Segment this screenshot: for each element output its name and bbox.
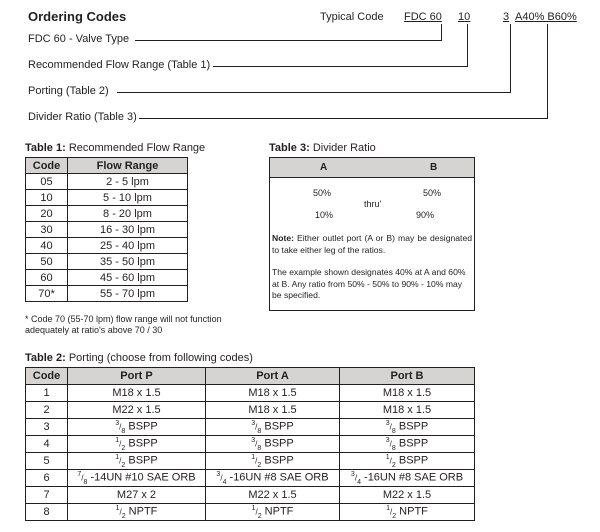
cell-text: 5: [43, 455, 50, 467]
table1-header-code: Code: [26, 158, 68, 174]
fraction-denominator: 2: [257, 461, 262, 469]
port-a-cell: [206, 453, 340, 470]
port-a-cell: [206, 470, 340, 487]
fraction-numerator: 1: [115, 504, 120, 512]
fraction-numerator: 3: [385, 419, 390, 427]
fraction-numerator: 3: [350, 470, 355, 478]
ratio-thru: thru': [364, 199, 382, 209]
table2-caption: Table 2: Porting (choose from following codes): [25, 352, 253, 364]
fraction-denominator: 4: [222, 478, 227, 486]
fraction-slash: /: [389, 507, 393, 517]
cell-text: BSPP: [395, 454, 429, 467]
fraction-slash: /: [119, 439, 122, 449]
table-row: [26, 402, 475, 419]
flow-range-cell: 2 - 5 lpm: [68, 174, 188, 190]
port-p-cell: [68, 470, 206, 487]
fraction-denominator: 8: [257, 444, 262, 452]
port-p-cell: [68, 436, 206, 453]
table-row: [26, 222, 188, 238]
fraction-numerator: 3: [115, 419, 120, 427]
table3-caption: Table 3: Divider Ratio: [269, 142, 376, 154]
port-p-cell: [68, 487, 206, 504]
table-row: [26, 504, 475, 521]
porting-code-cell: [26, 470, 68, 487]
cell-text: M27 x 2: [116, 489, 157, 501]
table-row: [26, 487, 475, 504]
flow-code-cell: 60: [26, 270, 68, 286]
flow-code-cell: 10: [26, 190, 68, 206]
fraction-denominator: 2: [121, 512, 126, 520]
flow-range-cell: 25 - 40 lpm: [68, 238, 188, 254]
cell-text: BSPP: [125, 420, 158, 433]
flow-range-table: [25, 157, 188, 302]
flow-range-cell: 16 - 30 lpm: [68, 222, 188, 238]
fraction-slash: /: [255, 422, 258, 432]
table2-header-port-a: Port A: [206, 368, 340, 385]
port-p-cell: [68, 453, 206, 470]
table-row: [26, 453, 475, 470]
fraction-numerator: 1: [385, 453, 390, 461]
cell-text: BSPP: [261, 437, 294, 450]
fraction-denominator: 2: [121, 444, 126, 452]
fraction-denominator: 8: [391, 427, 396, 435]
cell-text: -14UN #10 SAE ORB: [87, 471, 196, 484]
fraction-denominator: 2: [392, 512, 397, 520]
flow-code-cell: 30: [26, 222, 68, 238]
porting-code-cell: [26, 402, 68, 419]
cell-text: 4: [43, 438, 50, 450]
table-row: [26, 385, 475, 402]
flow-code-cell: 20: [26, 206, 68, 222]
code-line-divider-ratio: Divider Ratio (Table 3): [28, 111, 137, 123]
port-a-cell: [206, 504, 340, 521]
connector-porting-v: [510, 24, 511, 93]
porting-table: [25, 367, 475, 521]
fraction-slash: /: [389, 439, 392, 449]
table-row: [26, 190, 188, 206]
fraction-numerator: 3: [385, 436, 390, 444]
port-a-cell: [206, 402, 340, 419]
table-row: [26, 286, 188, 302]
cell-text: 6: [43, 472, 50, 484]
flow-range-cell: 5 - 10 lpm: [68, 190, 188, 206]
table3-header-row: [270, 158, 474, 178]
port-b-cell: [340, 470, 475, 487]
fraction-denominator: 8: [121, 427, 126, 435]
cell-text: NPTF: [396, 505, 428, 518]
porting-code-cell: [26, 436, 68, 453]
port-a-cell: [206, 385, 340, 402]
fraction-slash: /: [389, 422, 392, 432]
fraction-denominator: 8: [83, 478, 88, 486]
table-row: [26, 419, 475, 436]
cell-text: BSPP: [261, 454, 294, 467]
port-a-cell: [206, 419, 340, 436]
port-b-cell: [340, 436, 475, 453]
table2-header-code: Code: [26, 368, 68, 385]
cell-text: M22 x 1.5: [248, 489, 297, 501]
table2-header-port-p: Port P: [68, 368, 206, 385]
table3-header-b: B: [430, 162, 438, 173]
table-row: [26, 470, 475, 487]
code-part-valve-type: FDC 60: [404, 11, 442, 23]
port-p-cell: [68, 419, 206, 436]
code-part-flow-range: 10: [458, 11, 471, 23]
cell-text: M22 x 1.5: [112, 404, 161, 416]
port-b-cell: [340, 504, 475, 521]
flow-range-cell: 8 - 20 lpm: [68, 206, 188, 222]
code-line-flow-range: Recommended Flow Range (Table 1): [28, 59, 211, 71]
table1-footnote: * Code 70 (55-70 lpm) flow range will not function adequately at ratio's above 70 / 30: [25, 314, 222, 335]
porting-code-cell: [26, 385, 68, 402]
flow-code-cell: 40: [26, 238, 68, 254]
fraction-denominator: 2: [391, 461, 396, 469]
typical-code-label: Typical Code: [320, 11, 384, 23]
port-b-cell: [340, 385, 475, 402]
port-a-cell: [206, 487, 340, 504]
fraction-slash: /: [220, 473, 223, 483]
fraction-numerator: 3: [251, 419, 256, 427]
fraction-slash: /: [119, 507, 122, 517]
table3-note: Note: Either outlet port (A or B) may be designated to take either leg of the ratios.: [272, 233, 472, 255]
fraction-numerator: 3: [251, 436, 256, 444]
flow-range-cell: 35 - 50 lpm: [68, 254, 188, 270]
cell-text: -16UN #8 SAE ORB: [226, 471, 329, 484]
porting-code-cell: [26, 419, 68, 436]
flow-code-cell: 70*: [26, 286, 68, 302]
fraction-denominator: 8: [257, 427, 262, 435]
cell-text: -16UN #8 SAE ORB: [360, 471, 464, 484]
cell-text: 2: [43, 404, 50, 416]
port-b-cell: [340, 402, 475, 419]
code-line-valve-type: FDC 60 - Valve Type: [28, 33, 130, 45]
port-b-cell: [340, 453, 475, 470]
connector-porting-h: [117, 92, 510, 93]
fraction-numerator: 1: [251, 504, 256, 512]
port-p-cell: [68, 385, 206, 402]
cell-text: M18 x 1.5: [112, 387, 161, 399]
connector-valve-type-v: [441, 24, 442, 41]
table1-caption: Table 1: Recommended Flow Range: [25, 142, 206, 154]
fraction-numerator: 3: [216, 470, 221, 478]
fraction-slash: /: [119, 456, 122, 466]
divider-ratio-table: [269, 157, 475, 311]
table-row: [26, 436, 475, 453]
table3-example: The example shown designates 40% at A and 60% at B. Any ratio from 50% - 50% to 90% - 10% may be specified.: [272, 267, 466, 300]
table2-header-port-b: Port B: [340, 368, 475, 385]
cell-text: M22 x 1.5: [382, 489, 432, 501]
connector-flow-range-h: [213, 66, 467, 67]
flow-code-cell: 50: [26, 254, 68, 270]
cell-text: M18 x 1.5: [248, 404, 297, 416]
porting-code-cell: [26, 453, 68, 470]
fraction-slash: /: [119, 422, 122, 432]
cell-text: M18 x 1.5: [382, 404, 432, 416]
port-b-cell: [340, 419, 475, 436]
cell-text: BSPP: [261, 420, 294, 433]
flow-range-cell: 55 - 70 lpm: [68, 286, 188, 302]
table-row: [26, 238, 188, 254]
table-row: [26, 270, 188, 286]
cell-text: 8: [43, 506, 50, 518]
connector-divider-ratio-h: [139, 118, 547, 119]
connector-valve-type-h: [135, 40, 441, 41]
flow-code-cell: 05: [26, 174, 68, 190]
code-part-divider-ratio: A40% B60%: [515, 11, 577, 23]
fraction-slash: /: [255, 456, 258, 466]
cell-text: BSPP: [125, 454, 158, 467]
porting-code-cell: [26, 487, 68, 504]
fraction-numerator: 1: [115, 453, 120, 461]
fraction-numerator: 1: [115, 436, 120, 444]
cell-text: NPTF: [125, 505, 158, 518]
fraction-slash: /: [81, 473, 84, 483]
connector-divider-ratio-v: [547, 24, 548, 119]
port-p-cell: [68, 402, 206, 419]
code-line-porting: Porting (Table 2): [28, 85, 109, 97]
table1-header-flow-range: Flow Range: [68, 158, 188, 174]
table-row: [26, 174, 188, 190]
port-a-cell: [206, 436, 340, 453]
ratio-a-top: 50%: [313, 188, 332, 198]
fraction-denominator: 4: [357, 478, 361, 486]
fraction-slash: /: [255, 439, 258, 449]
cell-text: 3: [43, 421, 50, 433]
fraction-numerator: 7: [77, 470, 82, 478]
ratio-b-top: 50%: [423, 188, 442, 198]
page-title: Ordering Codes: [28, 9, 127, 24]
cell-text: 1: [43, 387, 50, 399]
fraction-numerator: 1: [251, 453, 256, 461]
fraction-denominator: 8: [391, 444, 396, 452]
fraction-denominator: 2: [121, 461, 126, 469]
fraction-numerator: 1: [386, 504, 390, 512]
fraction-slash: /: [389, 456, 392, 466]
fraction-slash: /: [354, 473, 358, 483]
cell-text: NPTF: [261, 505, 294, 518]
ratio-a-bottom: 10%: [315, 210, 334, 220]
ratio-b-bottom: 90%: [416, 210, 435, 220]
fraction-slash: /: [255, 507, 258, 517]
cell-text: BSPP: [125, 437, 158, 450]
connector-flow-range-v: [467, 24, 468, 67]
cell-text: 7: [43, 489, 50, 501]
flow-range-cell: 45 - 60 lpm: [68, 270, 188, 286]
table-row: [26, 254, 188, 270]
table3-header-a: A: [320, 162, 328, 173]
cell-text: M18 x 1.5: [248, 387, 297, 399]
port-b-cell: [340, 487, 475, 504]
table-row: [26, 206, 188, 222]
cell-text: BSPP: [395, 420, 429, 433]
code-part-porting: 3: [503, 11, 510, 23]
fraction-denominator: 2: [257, 512, 262, 520]
port-p-cell: [68, 504, 206, 521]
cell-text: M18 x 1.5: [382, 387, 432, 399]
cell-text: BSPP: [395, 437, 429, 450]
porting-code-cell: [26, 504, 68, 521]
